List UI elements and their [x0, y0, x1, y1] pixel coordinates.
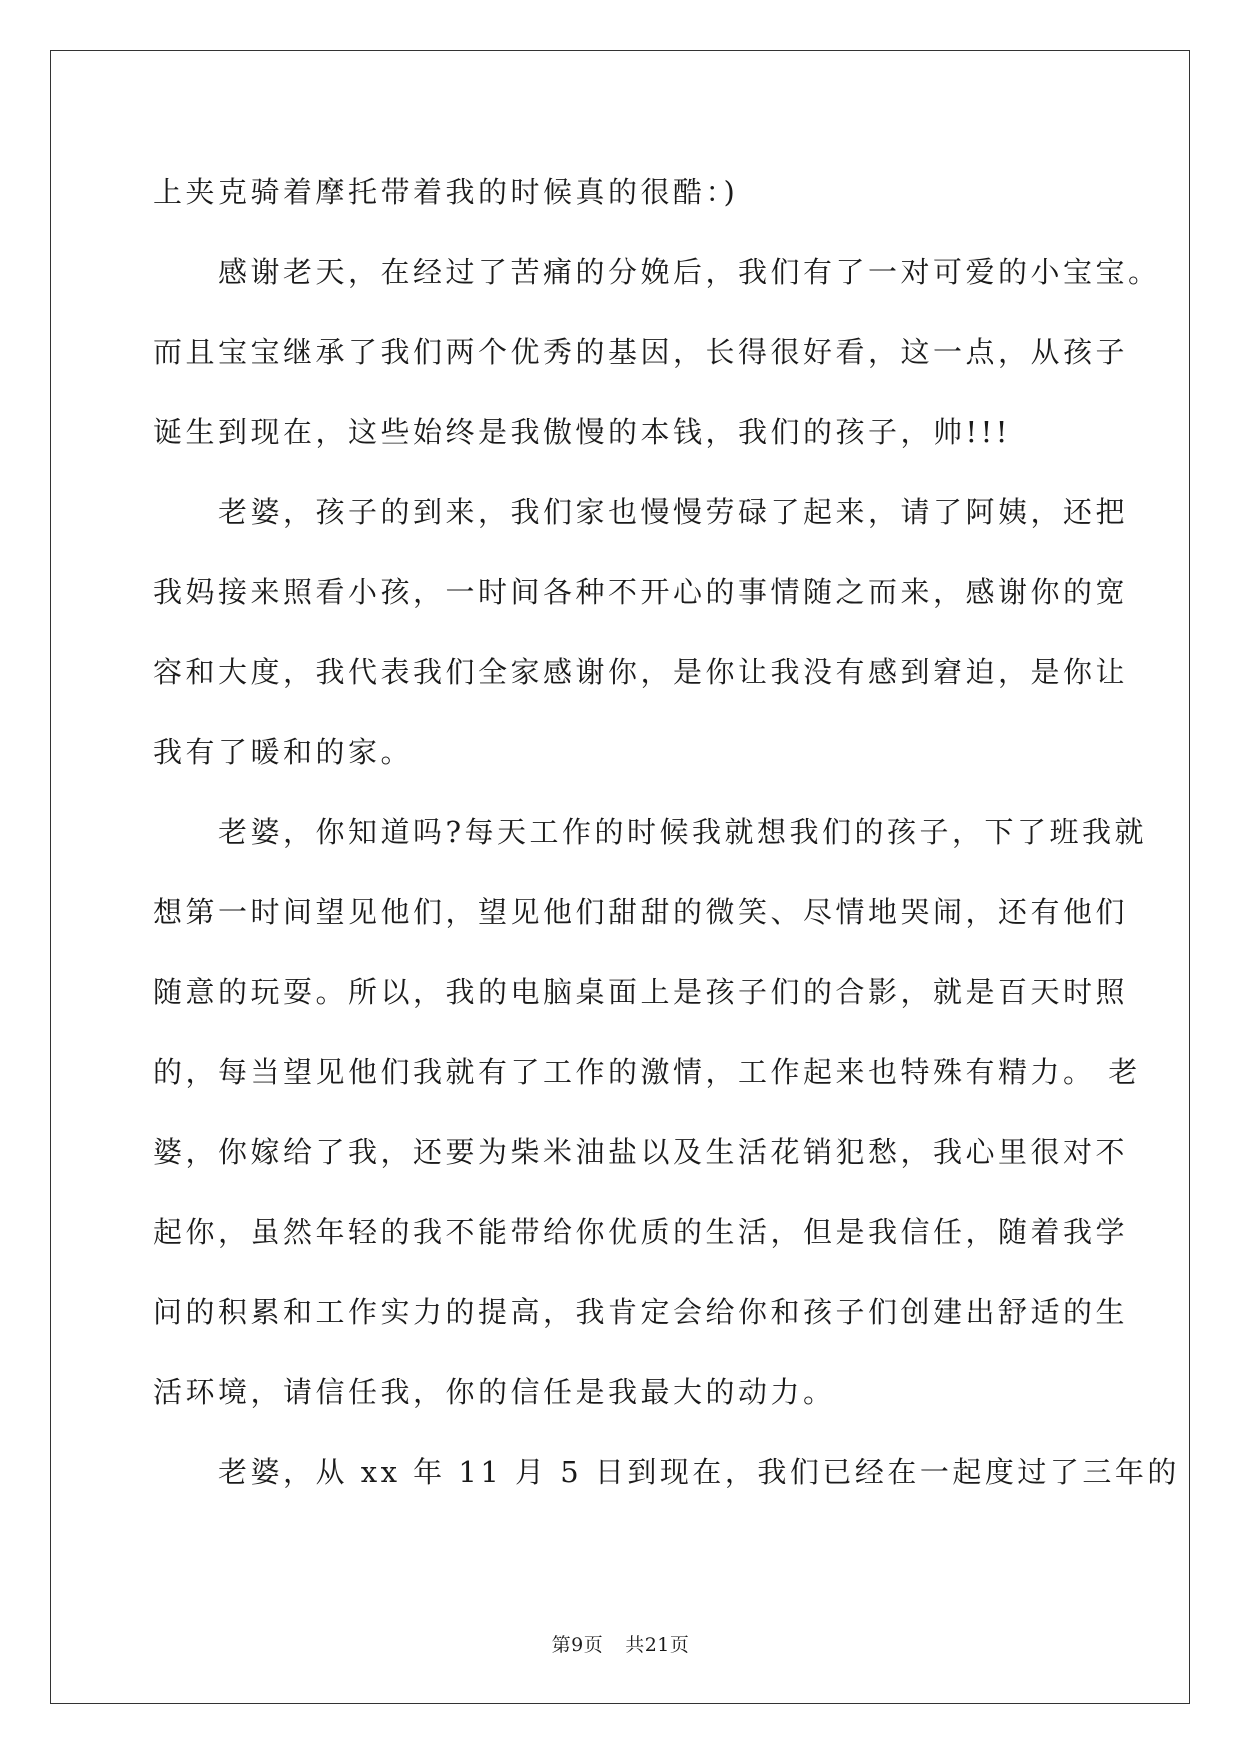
total-suffix: 页	[669, 1634, 690, 1656]
text-line: 诞生到现在，这些始终是我傲慢的本钱，我们的孩子，帅!!!	[153, 415, 1011, 449]
text-line: 老婆，从 xx 年 11 月 5 日到现在，我们已经在一起度过了三年的	[153, 1455, 1180, 1489]
text-line: 感谢老天，在经过了苦痛的分娩后，我们有了一对可爱的小宝宝。	[153, 255, 1161, 289]
text-line: 活环境，请信任我，你的信任是我最大的动力。	[153, 1375, 836, 1409]
page-prefix: 第	[551, 1634, 572, 1656]
text-line: 问的积累和工作实力的提高，我肯定会给你和孩子们创建出舒适的生	[153, 1295, 1129, 1329]
text-line: 想第一时间望见他们，望见他们甜甜的微笑、尽情地哭闹，还有他们	[153, 895, 1129, 929]
text-line: 我妈接来照看小孩，一时间各种不开心的事情随之而来，感谢你的宽	[153, 575, 1129, 609]
text-line: 婆，你嫁给了我，还要为柴米油盐以及生活花销犯愁，我心里很对不	[153, 1135, 1129, 1169]
total-prefix: 共	[625, 1634, 645, 1656]
text-line: 我有了暖和的家。	[153, 735, 414, 769]
total-pages: 21	[644, 1634, 670, 1656]
text-line: 起你，虽然年轻的我不能带给你优质的生活，但是我信任，随着我学	[153, 1215, 1129, 1249]
text-line: 老婆，你知道吗?每天工作的时候我就想我们的孩子，下了班我就	[153, 815, 1148, 849]
document-body	[153, 168, 1180, 1528]
text-line: 容和大度，我代表我们全家感谢你，是你让我没有感到窘迫，是你让	[153, 655, 1129, 689]
page-number: 9	[571, 1634, 584, 1656]
text-line: 上夹克骑着摩托带着我的时候真的很酷：)	[153, 175, 739, 209]
page-footer	[0, 1630, 1241, 1657]
page-suffix: 页	[583, 1634, 604, 1656]
text-line: 的，每当望见他们我就有了工作的激情，工作起来也特殊有精力。 老	[153, 1055, 1141, 1089]
text-line: 随意的玩耍。所以，我的电脑桌面上是孩子们的合影，就是百天时照	[153, 975, 1129, 1009]
text-line: 老婆，孩子的到来，我们家也慢慢劳碌了起来，请了阿姨，还把	[153, 495, 1129, 529]
text-line: 而且宝宝继承了我们两个优秀的基因，长得很好看，这一点，从孩子	[153, 335, 1129, 369]
